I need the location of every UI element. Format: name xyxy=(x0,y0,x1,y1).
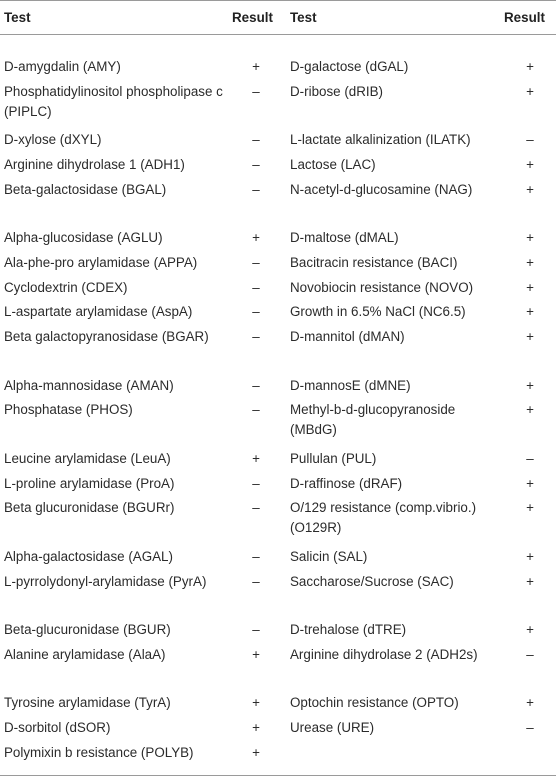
left-test-cell: Ala-phe-pro arylamidase (APPA) xyxy=(4,254,198,270)
right-test-cell: D-ribose (dRIB) xyxy=(290,83,384,99)
right-test-cell: L-lactate alkalinization (ILATK) xyxy=(290,132,471,148)
left-result-cell: – xyxy=(252,279,260,295)
left-result-cell: + xyxy=(252,744,260,760)
left-result-cell: – xyxy=(252,573,260,589)
right-result-cell: + xyxy=(526,548,534,564)
left-result-cell: + xyxy=(252,695,260,711)
right-test-cell: Salicin (SAL) xyxy=(290,548,368,564)
left-test-cell: Beta-galactosidase (BGAL) xyxy=(4,181,167,197)
left-result-cell: – xyxy=(252,475,260,491)
left-test-cell: Beta galactopyranosidase (BGAR) xyxy=(4,329,209,344)
left-result-cell: – xyxy=(252,83,260,99)
right-result-cell: + xyxy=(526,500,534,516)
right-result-cell: + xyxy=(526,573,534,589)
right-result-cell: + xyxy=(526,279,534,295)
header-test-left: Test xyxy=(4,10,31,25)
left-result-cell: – xyxy=(252,156,260,172)
left-result-cell: + xyxy=(252,720,260,736)
left-test-cell: Phosphatase (PHOS) xyxy=(4,402,133,418)
right-test-cell: Novobiocin resistance (NOVO) xyxy=(290,279,474,295)
right-test-cell: Saccharose/Sucrose (SAC) xyxy=(290,573,454,589)
left-test-cell: L-aspartate arylamidase (AspA) xyxy=(4,304,193,320)
right-test-cell: D-trehalose (dTRE) xyxy=(290,622,407,638)
right-result-cell: – xyxy=(526,132,534,148)
table-row xyxy=(0,52,556,77)
right-test-cell: D-galactose (dGAL) xyxy=(290,59,409,74)
left-result-cell: + xyxy=(252,59,260,74)
table-row xyxy=(0,248,556,273)
table-row xyxy=(0,640,556,689)
left-result-cell: – xyxy=(252,377,260,393)
table-row xyxy=(0,395,556,444)
left-result-cell: – xyxy=(252,304,260,320)
right-result-cell: + xyxy=(526,83,534,99)
table-row xyxy=(0,371,556,396)
right-test-cell: N-acetyl-d-glucosamine (NAG) xyxy=(290,181,473,197)
right-result-cell: + xyxy=(526,695,534,711)
left-test-cell: Tyrosine arylamidase (TyrA) xyxy=(4,695,171,711)
right-test-cell: D-mannosE (dMNE) xyxy=(290,377,411,393)
right-test-cell: Optochin resistance (OPTO) xyxy=(290,695,459,711)
right-result-cell: + xyxy=(526,181,534,197)
table-row xyxy=(0,273,556,298)
right-test-cell: Bacitracin resistance (BACI) xyxy=(290,254,458,270)
table-row xyxy=(0,77,556,126)
table-row xyxy=(0,125,556,150)
table-header-row xyxy=(0,1,556,35)
table-row xyxy=(0,615,556,640)
right-result-cell: – xyxy=(526,646,534,662)
table-row xyxy=(0,175,556,224)
left-test-cell: L-pyrrolydonyl-arylamidase (PyrA) xyxy=(4,573,207,589)
right-result-cell: + xyxy=(526,254,534,270)
table-row xyxy=(0,150,556,175)
left-result-cell: – xyxy=(252,329,260,344)
left-result-cell: – xyxy=(252,500,260,516)
right-result-cell: + xyxy=(526,329,534,344)
right-test-cell: Arginine dihydrolase 2 (ADH2s) xyxy=(290,646,478,662)
right-test-cell: Lactose (LAC) xyxy=(290,156,376,172)
right-result-cell: + xyxy=(526,59,534,74)
table-row xyxy=(0,297,556,322)
left-result-cell: + xyxy=(252,646,260,662)
right-test-cell: Growth in 6.5% NaCl (NC6.5) xyxy=(290,304,466,320)
left-test-cell: Alpha-mannosidase (AMAN) xyxy=(4,377,174,393)
right-test-cell: Pullulan (PUL) xyxy=(290,450,377,466)
right-result-cell: + xyxy=(526,377,534,393)
left-result-cell: – xyxy=(252,402,260,418)
right-result-cell: + xyxy=(526,622,534,638)
header-test-right: Test xyxy=(290,10,317,25)
table-row xyxy=(0,322,556,371)
right-result-cell: + xyxy=(526,475,534,491)
left-test-cell: D-xylose (dXYL) xyxy=(4,132,102,148)
left-test-cell: Alanine arylamidase (AlaA) xyxy=(4,646,166,662)
left-result-cell: – xyxy=(252,254,260,270)
right-result-cell: + xyxy=(526,402,534,418)
left-test-cell: D-amygdalin (AMY) xyxy=(4,59,121,74)
right-result-cell: + xyxy=(526,304,534,320)
table-row xyxy=(0,223,556,248)
left-test-cell: Beta-glucuronidase (BGUR) xyxy=(4,622,171,638)
table-row xyxy=(0,493,556,542)
right-test-cell: O/129 resistance (comp.vibrio.) (O129R) xyxy=(290,500,477,536)
left-test-cell: Leucine arylamidase (LeuA) xyxy=(4,450,171,466)
table-row xyxy=(0,567,556,616)
right-result-cell: + xyxy=(526,230,534,246)
left-test-cell: Alpha-galactosidase (AGAL) xyxy=(4,548,173,564)
left-test-cell: Phosphatidylinositol phospholipase c (PIPLC) xyxy=(4,83,223,119)
left-result-cell: – xyxy=(252,181,260,197)
table-row xyxy=(0,469,556,494)
header-result-right: Result xyxy=(504,10,545,25)
right-test-cell: Methyl-b-d-glucopyranoside (MBdG) xyxy=(290,402,456,438)
left-test-cell: D-sorbitol (dSOR) xyxy=(4,720,111,736)
left-test-cell: Alpha-glucosidase (AGLU) xyxy=(4,230,163,246)
left-test-cell: L-proline arylamidase (ProA) xyxy=(4,475,175,491)
right-result-cell: – xyxy=(526,450,534,466)
left-result-cell: – xyxy=(252,132,260,148)
header-result-left: Result xyxy=(232,10,273,25)
left-test-cell: Arginine dihydrolase 1 (ADH1) xyxy=(4,156,185,172)
left-result-cell: + xyxy=(252,450,260,466)
table-row xyxy=(0,688,556,713)
left-test-cell: Cyclodextrin (CDEX) xyxy=(4,279,128,295)
table-row xyxy=(0,444,556,469)
table-row xyxy=(0,738,556,763)
right-test-cell: D-maltose (dMAL) xyxy=(290,230,399,246)
table-row xyxy=(0,542,556,567)
right-test-cell: Urease (URE) xyxy=(290,720,375,736)
table-row xyxy=(0,713,556,738)
right-result-cell: – xyxy=(526,720,534,736)
right-result-cell: + xyxy=(526,156,534,172)
right-test-cell: D-raffinose (dRAF) xyxy=(290,475,403,491)
left-result-cell: – xyxy=(252,548,260,564)
left-result-cell: – xyxy=(252,622,260,638)
left-result-cell: + xyxy=(252,230,260,246)
left-test-cell: Beta glucuronidase (BGURr) xyxy=(4,500,175,516)
right-test-cell: D-mannitol (dMAN) xyxy=(290,329,405,344)
left-test-cell: Polymixin b resistance (POLYB) xyxy=(4,744,194,760)
